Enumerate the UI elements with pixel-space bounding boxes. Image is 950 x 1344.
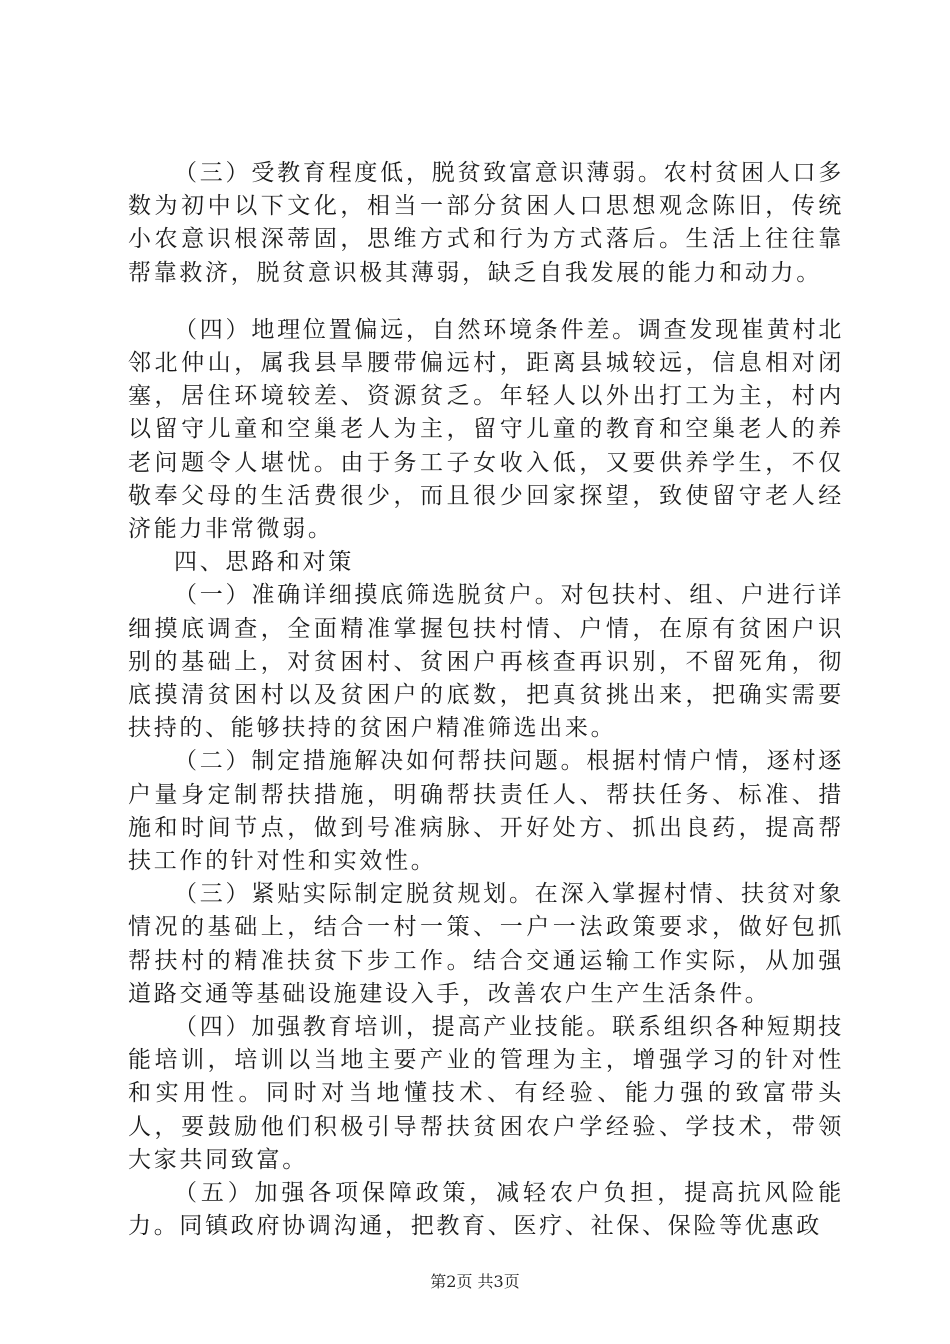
paragraph-education: （三）受教育程度低，脱贫致富意识薄弱。农村贫困人口多数为初中以下文化，相当一部分贫困人口思想观念陈旧，传统小农意识根深蒂固，思维方式和行为方式落后。生活上往往靠帮靠救济，脱贫意识极其薄弱，缺乏自我发展的能力和动力。 [128,160,844,286]
paragraph-strategy-3: （三）紧贴实际制定脱贫规划。在深入掌握村情、扶贫对象情况的基础上，结合一村一策、一户一法政策要求，做好包抓帮扶村的精准扶贫下步工作。结合交通运输工作实际，从加强道路交通等基础设施建设入手，改善农户生产生活条件。 [128,881,844,1007]
paragraph-strategy-1: （一）准确详细摸底筛选脱贫户。对包扶村、组、户进行详细摸底调查，全面精准掌握包扶村情、户情，在原有贫困户识别的基础上，对贫困村、贫困户再核查再识别，不留死角，彻底摸清贫困村以及贫困户的底数，把真贫挑出来，把确实需要扶持的、能够扶持的贫困户精准筛选出来。 [128,582,844,742]
document-body [128,157,844,1244]
paragraph-strategy-2: （二）制定措施解决如何帮扶问题。根据村情户情，逐村逐户量身定制帮扶措施，明确帮扶责任人、帮扶任务、标准、措施和时间节点，做到号准病脉、开好处方、抓出良药，提高帮扶工作的针对性和实效性。 [128,748,844,875]
paragraph-strategy-4: （四）加强教育培训，提高产业技能。联系组织各种短期技能培训，培训以当地主要产业的管理为主，增强学习的针对性和实用性。同时对当地懂技术、有经验、能力强的致富带头人，要鼓励他们积极引导帮扶贫困农户学经验、学技术，带领大家共同致富。 [128,1014,844,1173]
paragraph-strategy-5: （五）加强各项保障政策，减轻农户负担，提高抗风险能力。同镇政府协调沟通，把教育、医疗、社保、保险等优惠政 [128,1180,844,1240]
paragraph-geography: （四）地理位置偏远，自然环境条件差。调查发现崔黄村北邻北仲山，属我县旱腰带偏远村，距离县城较远，信息相对闭塞，居住环境较差、资源贫乏。年轻人以外出打工为主，村内以留守儿童和空巢老人为主，留守儿童的教育和空巢老人的养老问题令人堪忧。由于务工子女收入低，又要供养学生，不仅敬奉父母的生活费很少，而且很少回家探望，致使留守老人经济能力非常微弱。 [128,316,844,543]
page-footer: 第2页 共3页 [430,1272,520,1291]
section-heading-strategy: 四、思路和对策 [174,549,354,576]
